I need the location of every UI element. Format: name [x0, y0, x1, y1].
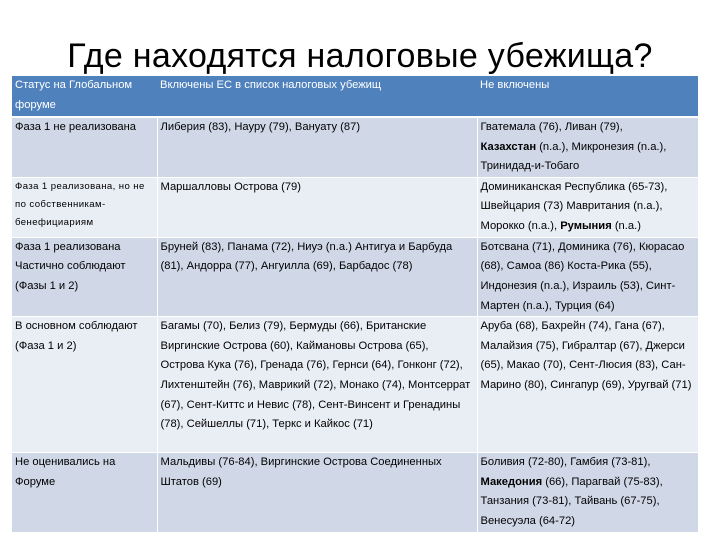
- header-status: Статус на Глобальном форуме: [12, 76, 157, 117]
- excluded-segment-highlight: Македония: [480, 475, 543, 488]
- excluded-segment: Гватемала (76), Ливан (79),: [480, 121, 623, 133]
- row-excluded: [477, 453, 698, 532]
- excluded-segment: (66), Парагвай (75-83), Танзания (73-81), Тайвань (67-75), Венесуэла (64-72): [480, 475, 663, 527]
- row-status: Фаза 1 реализована Частично соблюдают (Фазы 1 и 2): [12, 237, 157, 316]
- header-included: Включены ЕС в список налоговых убежищ: [157, 76, 477, 117]
- header-excluded: Не включены: [477, 76, 698, 117]
- row-included: Либерия (83), Науру (79), Вануату (87): [157, 117, 477, 177]
- row-excluded: [477, 317, 698, 453]
- row-included: Мальдивы (76-84), Виргинские Острова Соединенных Штатов (69): [157, 453, 477, 532]
- excluded-segment: Аруба (68), Бахрейн (74), Гана (67), Малайзия (75), Гибралтар (67), Джерси (65), Макао (70), Сент-Люсия (83), Сан-Марино (80), Сингапур (69), Уругвай (71): [480, 320, 692, 391]
- tax-haven-table: [12, 76, 698, 533]
- table-row: [12, 177, 698, 237]
- row-included: Бруней (83), Панама (72), Ниуэ (n.a.) Антигуа и Барбуда (81), Андорра (77), Ангуилла (69), Барбадос (78): [157, 237, 477, 316]
- excluded-segment-highlight: Казахстан: [480, 140, 537, 153]
- table-row: [12, 453, 698, 532]
- row-status: Фаза 1 реализована, но не по собственникам-бенефициариям: [12, 177, 157, 237]
- row-excluded: [477, 237, 698, 316]
- table-row: [12, 117, 698, 177]
- page-title: Где находятся налоговые убежища?: [67, 36, 653, 75]
- excluded-segment: Доминиканская Республика (65-73), Швейцария (73) Мавритания (n.a.), Морокко (n.a.),: [480, 180, 668, 232]
- excluded-segment: (n.a.), Микронезия (n.a.), Тринидад-и-Тобаго: [480, 140, 667, 173]
- excluded-segment: Боливия (72-80), Гамбия (73-81),: [480, 456, 651, 469]
- row-status: В основном соблюдают (Фаза 1 и 2): [12, 317, 157, 453]
- row-included: Багамы (70), Белиз (79), Бермуды (66), Британские Виргинские Острова (60), Каймановы Острова (65), Острова Кука (76), Гренада (76), Гернси (64), Гонконг (72), Лихтенштейн (76), Маврикий (72), Монако (74), Монтсеррат (67), Сент-Киттс и Невис (78), Сент-Винсент и Гренадины (78), Сейшеллы (71), Теркс и Кайкос (71): [157, 317, 477, 453]
- row-status: Фаза 1 не реализована: [12, 117, 157, 177]
- row-excluded: [477, 117, 698, 177]
- table-row: [12, 237, 698, 316]
- excluded-segment-highlight: Румыния: [560, 219, 612, 232]
- row-excluded: [477, 177, 698, 237]
- excluded-segment: Ботсвана (71), Доминика (76), Кюрасао (68), Самоа (86) Коста-Рика (55), Индонезия (n.a.), Израиль (53), Синт-Мартен (n.a.), Турция (64): [480, 240, 685, 312]
- table-row: [12, 317, 698, 453]
- row-included: Маршалловы Острова (79): [157, 177, 477, 237]
- table-header-row: [12, 76, 698, 117]
- excluded-segment: (n.a.): [611, 219, 641, 232]
- row-status: Не оценивались на Форуме: [12, 453, 157, 532]
